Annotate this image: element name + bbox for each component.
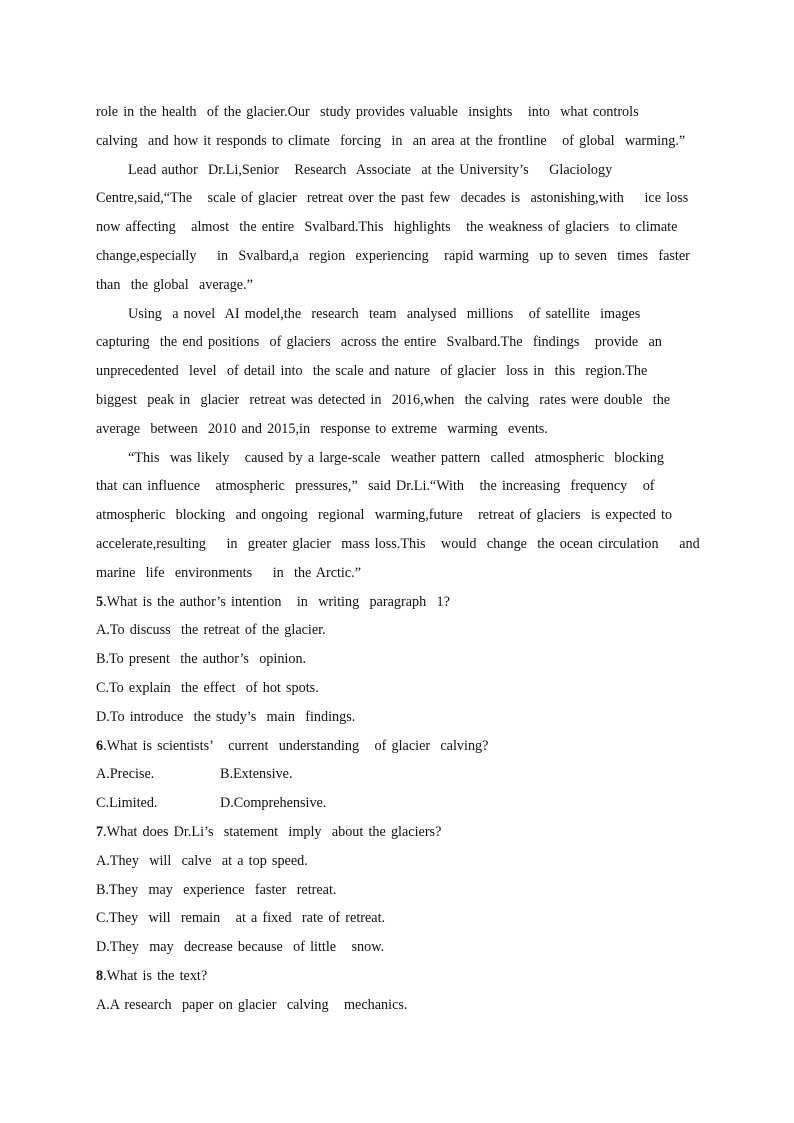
question-stem [96, 588, 696, 617]
passage-line: Using a novel AI model,the research team analysed millions of satellite images [128, 305, 641, 322]
question-number: 7 [96, 823, 104, 840]
passage-line: role in the health of the glacier.Our study provides valuable insights into what controls [96, 104, 639, 120]
answer-option-d: D.To introduce the study’s main findings. [96, 708, 356, 725]
question-text: .What is the text? [103, 967, 208, 984]
question-text: .What is the author’s intention in writing paragraph 1? [103, 593, 450, 610]
answer-option-a: A.A research paper on glacier calving mechanics. [96, 996, 408, 1013]
answer-option-c: C.To explain the effect of hot spots. [96, 679, 319, 696]
answer-option-a: A.They will calve at a top speed. [96, 852, 308, 869]
passage-line: “This was likely caused by a large-scale weather pattern called atmospheric blocking [128, 449, 664, 466]
question-text: .What is scientists’ current understanding of glacier calving? [103, 737, 489, 754]
answer-option-c: C.Limited. [96, 795, 158, 812]
passage-line: average between 2010 and 2015,in response to extreme warming events. [96, 420, 548, 437]
passage-line: that can influence atmospheric pressures,” said Dr.Li.“With the increasing frequency of [96, 478, 655, 495]
passage-line: now affecting almost the entire Svalbard.This highlights the weakness of glaciers to climate [96, 219, 678, 236]
answer-option-row [96, 760, 696, 789]
answer-option-b: B.Extensive. [220, 766, 293, 783]
question-6 [96, 732, 696, 818]
question-stem [96, 732, 696, 761]
passage-line: capturing the end positions of glaciers across the entire Svalbard.The findings provide an [96, 334, 662, 351]
answer-option-c: C.They will remain at a fixed rate of retreat. [96, 910, 386, 927]
passage [96, 98, 700, 588]
passage-line: atmospheric blocking and ongoing regional warming,future retreat of glaciers is expected to [96, 507, 673, 524]
question-stem [96, 962, 696, 991]
question-text: .What does Dr.Li’s statement imply about the glaciers? [103, 823, 442, 840]
passage-line: accelerate,resulting in greater glacier mass loss.This would change the ocean circulation and [96, 535, 700, 552]
passage-line: marine life environments in the Arctic.” [96, 564, 362, 581]
question-5 [96, 588, 696, 732]
passage-line: than the global average.” [96, 276, 253, 293]
answer-option-row [96, 789, 696, 818]
passage-line: unprecedented level of detail into the scale and nature of glacier loss in this region.The [96, 363, 648, 380]
question-stem [96, 818, 696, 847]
question-7 [96, 818, 696, 962]
answer-option-a: A.To discuss the retreat of the glacier. [96, 622, 326, 639]
question-number: 8 [96, 967, 104, 984]
question-number: 5 [96, 593, 104, 610]
answer-option-b: B.To present the author’s opinion. [96, 651, 307, 668]
question-8 [96, 962, 696, 1020]
passage-line: change,especially in Svalbard,a region experiencing rapid warming up to seven times faster [96, 247, 690, 264]
passage-line: Centre,said,“The scale of glacier retreat over the past few decades is astonishing,with ice loss [96, 190, 689, 207]
answer-option-d: D.They may decrease because of little snow. [96, 939, 385, 956]
answer-option-d: D.Comprehensive. [220, 795, 327, 812]
question-number: 6 [96, 737, 104, 754]
answer-option-a: A.Precise. [96, 766, 155, 783]
passage-line: biggest peak in glacier retreat was detected in 2016,when the calving rates were double the [96, 391, 671, 408]
answer-option-b: B.They may experience faster retreat. [96, 881, 337, 898]
passage-line: calving and how it responds to climate forcing in an area at the frontline of global warming.” [96, 132, 686, 149]
page-content [96, 98, 700, 1020]
passage-line: Lead author Dr.Li,Senior Research Associate at the University’s Glaciology [128, 161, 613, 178]
